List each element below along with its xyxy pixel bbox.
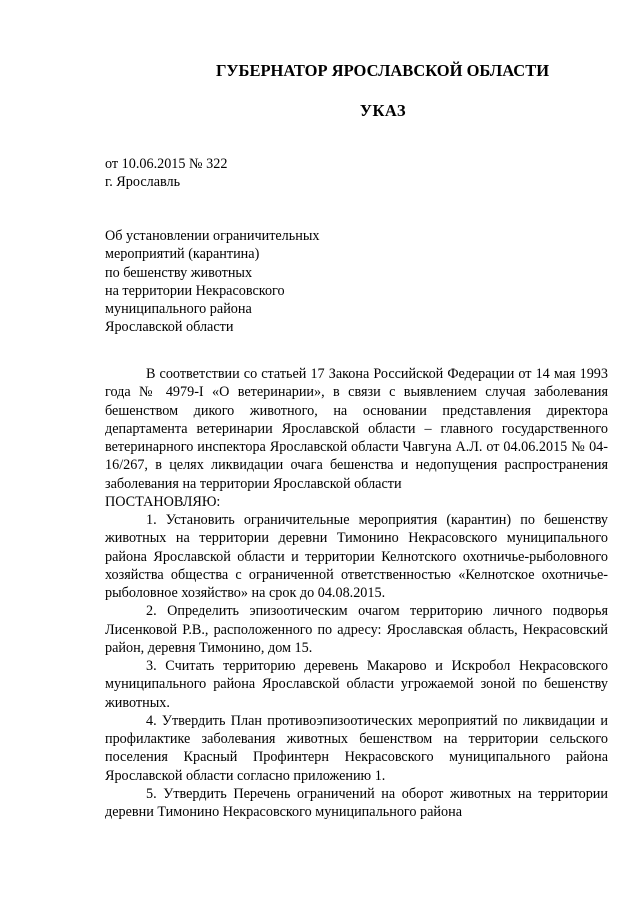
- clause-paragraph: 3. Считать территорию деревень Макарово и Искробол Некрасовского муниципального района Ярославской области угрожаемой зоной по бешенству животных.: [105, 658, 608, 711]
- subject-line: муниципального района: [105, 301, 252, 318]
- document-type: УКАЗ: [359, 101, 407, 120]
- subject-line: мероприятий (карантина): [105, 246, 260, 263]
- document-meta: [105, 155, 227, 191]
- preamble-paragraph: В соответствии со статьей 17 Закона Российской Федерации от 14 мая 1993 года № 4979-I «О ветеринарии», в связи с выявлением случая заболевания бешенством дикого животного, на основании представления директора департамента ветеринарии Ярославской области – главного государственного ветеринарного инспектора Ярославской области Чавгуна А.Л. от 04.06.2015 № 04-16/267, в целях ликвидации очага бешенства и недопущения распространения заболевания на территории Ярославской области: [105, 366, 608, 492]
- subject-line: Об установлении ограничительных: [105, 228, 320, 244]
- city: г. Ярославль: [105, 174, 181, 190]
- clause-paragraph: 4. Утвердить План противоэпизоотических мероприятий по ликвидации и профилактике заболевания животных бешенством на территории сельского поселения Красный Профинтерн Некрасовского муниципального района Ярославской области согласно приложению 1.: [105, 712, 608, 784]
- issuing-authority: ГУБЕРНАТОР ЯРОСЛАВСКОЙ ОБЛАСТИ: [215, 61, 550, 80]
- subject-line: по бешенству животных: [105, 264, 253, 281]
- resolve-heading: ПОСТАНОВЛЯЮ:: [105, 493, 221, 510]
- clause-paragraph: 5. Утвердить Перечень ограничений на оборот животных на территории деревни Тимонино Некрасовского муниципального района: [105, 785, 608, 820]
- date-and-number: от 10.06.2015 № 322: [105, 156, 228, 172]
- subject-line: на территории Некрасовского: [105, 282, 285, 299]
- clause-paragraph: 2. Определить эпизоотическим очагом территорию личного подворья Лисенковой Р.В., расположенного по адресу: Ярославская область, Некрасовский район, деревня Тимонино, дом 15.: [105, 603, 608, 656]
- subject-line: Ярославской области: [105, 319, 234, 336]
- document-body: [105, 365, 608, 821]
- clause-paragraph: 1. Установить ограничительные мероприятия (карантин) по бешенству животных на территории деревни Тимонино Некрасовского муниципального района Ярославской области и территории Келнотского охотничье-рыболовного хозяйства общества с ограниченной ответственностью «Келнотское охотничье-рыболовное хозяйство» на срок до 04.08.2015.: [105, 512, 608, 601]
- document-subject: [105, 227, 319, 337]
